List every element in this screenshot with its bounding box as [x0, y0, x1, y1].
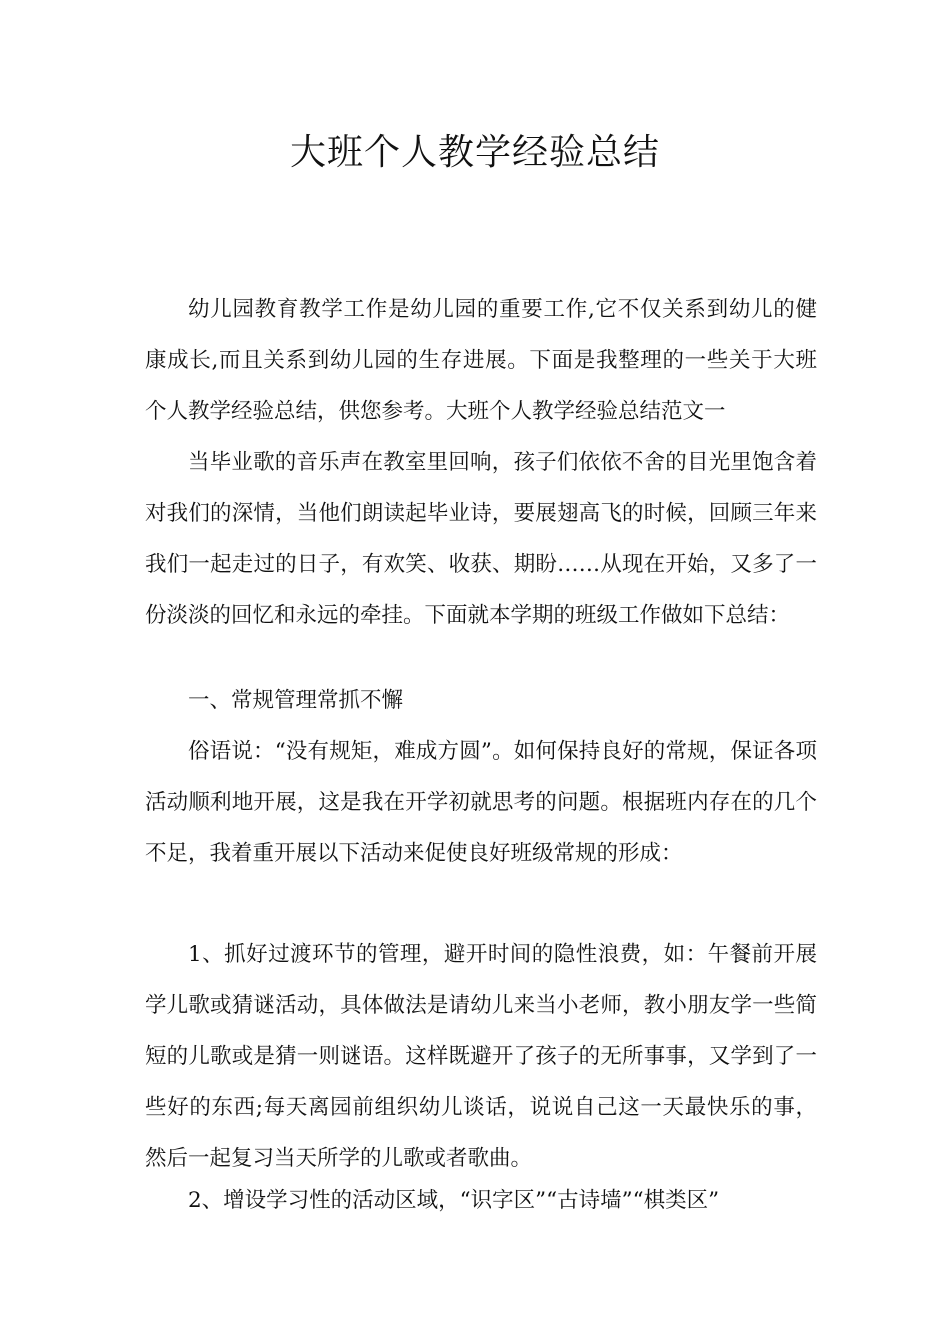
graduation-paragraph: 当毕业歌的音乐声在教室里回响，孩子们依依不舍的目光里饱含着对我们的深情，当他们朗读起毕业诗，要展翅高飞的时候，回顾三年来我们一起走过的日子，有欢笑、收获、期盼……从现在开始，又多了一份淡淡的回忆和永远的牵挂。下面就本学期的班级工作做如下总结： [145, 450, 817, 628]
list-item-2: 2、增设学习性的活动区域，“识字区”“古诗墙”“棋类区” [188, 1188, 720, 1213]
intro-paragraph: 幼儿园教育教学工作是幼儿园的重要工作,它不仅关系到幼儿的健康成长,而且关系到幼儿园的生存进展。下面是我整理的一些关于大班个人教学经验总结，供您参考。大班个人教学经验总结范文一 [145, 297, 817, 424]
document-title: 大班个人教学经验总结 [289, 132, 660, 173]
list-item-1: 1、抓好过渡环节的管理，避开时间的隐性浪费，如：午餐前开展学儿歌或猜谜活动，具体做法是请幼儿来当小老师，教小朋友学一些简短的儿歌或是猜一则谜语。这样既避开了孩子的无所事事，又学到了一些好的东西;每天离园前组织幼儿谈话，说说自己这一天最快乐的事，然后一起复习当天所学的儿歌或者歌曲。 [145, 942, 817, 1171]
section-heading: 一、常规管理常抓不懈 [188, 688, 404, 713]
routine-paragraph: 俗语说：“没有规矩，难成方圆”。如何保持良好的常规，保证各项活动顺利地开展，这是我在开学初就思考的问题。根据班内存在的几个不足，我着重开展以下活动来促使良好班级常规的形成： [145, 739, 817, 866]
